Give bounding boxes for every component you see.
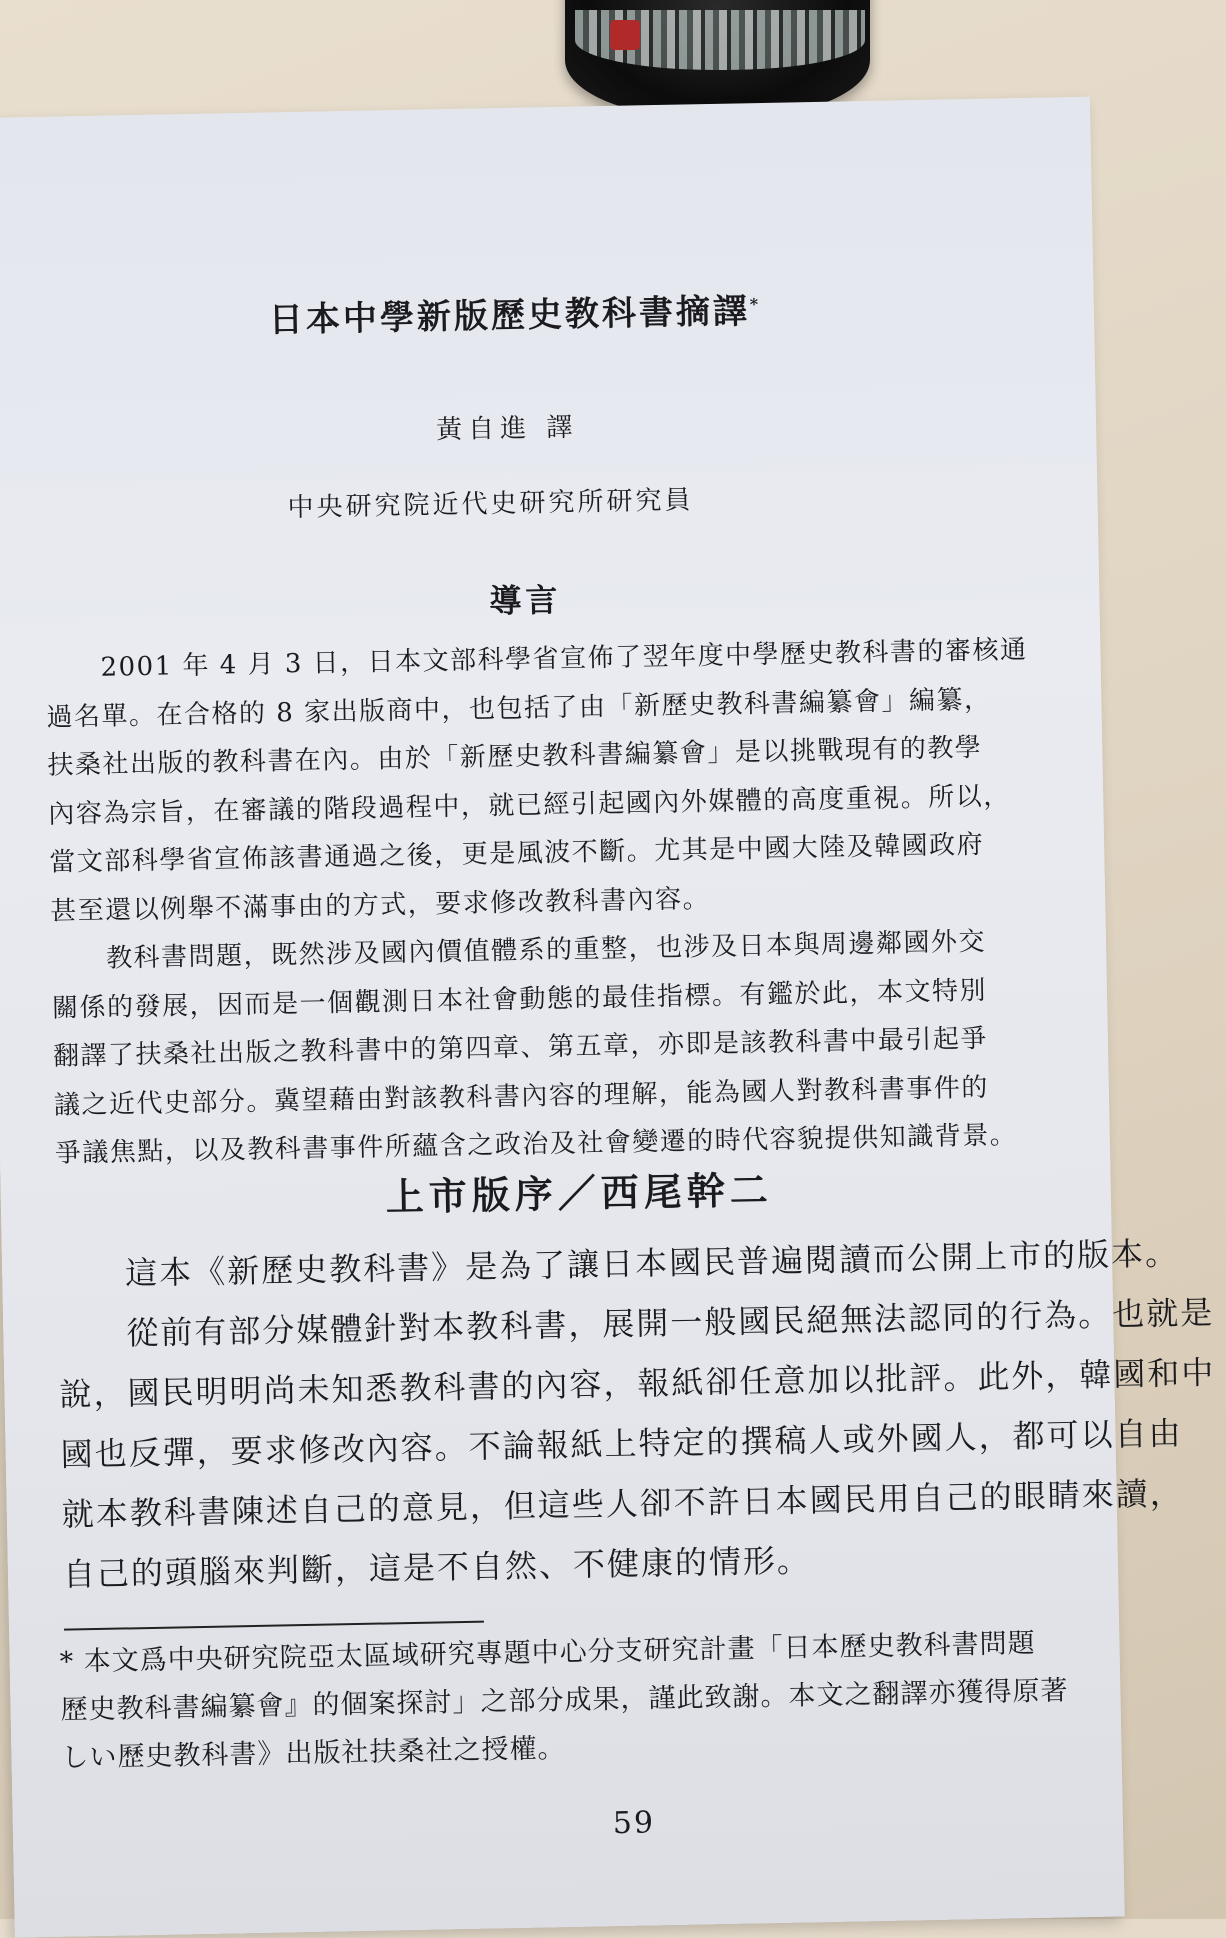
intro-line: 內容為宗旨，在審議的階段過程中，就已經引起國內外媒體的高度重視。所以， xyxy=(48,780,1012,830)
page-number: 59 xyxy=(612,1805,656,1842)
footnote-line: しい歷史教科書》出版社扶桑社之授權。 xyxy=(61,1733,566,1774)
intro-line: 教科書問題，既然涉及國內價值體系的重整，也涉及日本與周邊鄰國外交 xyxy=(50,926,987,975)
footnote-line: * 本文爲中央研究院亞太區域研究專題中心分支研究計畫「日本歷史教科書問題 xyxy=(59,1628,1036,1678)
intro-line: 關係的發展，因而是一個觀測日本社會動態的最佳指標。有鑑於此，本文特別 xyxy=(51,975,988,1024)
section-line: 說，國民明明尚未知悉教科書的內容，報紙卻任意加以批評。此外，韓國和中 xyxy=(59,1353,1216,1414)
intro-line: 翻譯了扶桑社出版之教科書中的第四章、第五章，亦即是該教科書中最引起爭 xyxy=(52,1023,989,1072)
section-line: 從前有部分媒體針對本教科書，展開一般國民絕無法認同的行為。也就是 xyxy=(58,1293,1215,1354)
title-footnote-mark: * xyxy=(749,294,762,314)
intro-line: 當文部科學省宣佈該書通過之後，更是風波不斷。尤其是中國大陸及韓國政府 xyxy=(49,829,985,878)
intro-line: 過名單。在合格的 8 家出版商中，也包括了由「新歷史教科書編纂會」編纂， xyxy=(46,684,992,733)
affiliation: 中央研究院近代史研究所研究員 xyxy=(287,485,694,524)
section-line: 國也反彈，要求修改內容。不論報紙上特定的撰稿人或外國人，都可以自由 xyxy=(60,1414,1183,1474)
section-line: 這本《新歷史教科書》是為了讓日本國民普遍閱讀而公開上市的版本。 xyxy=(56,1234,1180,1294)
section-heading: 上市版序／西尾幹二 xyxy=(385,1166,774,1220)
footnote xyxy=(59,1618,1162,1783)
intro-line: 爭議焦點，以及教科書事件所蘊含之政治及社會變遷的時代容貌提供知識背景。 xyxy=(54,1120,1018,1169)
title-text: 日本中學新版歷史教科書摘譯 xyxy=(268,291,751,341)
section-line: 自己的頭腦來判斷，這是不自然、不健康的情形。 xyxy=(62,1541,812,1594)
intro-line: 2001 年 4 月 3 日，日本文部科學省宣佈了翌年度中學歷史教科書的審核通 xyxy=(45,634,1028,684)
intro-line: 甚至還以例舉不滿事由的方式，要求修改教科書內容。 xyxy=(49,883,711,927)
footnote-line: 歷史教科書編纂會』的個案探討」之部分成果，謹此致謝。本文之翻譯亦獲得原著 xyxy=(60,1675,1069,1726)
document-title xyxy=(268,280,909,341)
author: 黃自進 譯 xyxy=(435,412,579,446)
footnote-divider xyxy=(64,1621,484,1631)
intro-section xyxy=(45,626,1028,1178)
intro-line: 扶桑社出版的教科書在內。由於「新歷史教科書編纂會」是以挑戰現有的教學 xyxy=(47,732,983,781)
section-line: 就本教科書陳述自己的意見，但這些人卻不許日本國民用自己的眼睛來讀， xyxy=(61,1474,1185,1534)
paper-sheet xyxy=(0,97,1216,1938)
section-body xyxy=(56,1224,1216,1605)
intro-heading: 導言 xyxy=(489,580,562,621)
intro-line: 議之近代史部分。冀望藉由對該教科書內容的理解，能為國人對教科書事件的 xyxy=(53,1072,990,1121)
